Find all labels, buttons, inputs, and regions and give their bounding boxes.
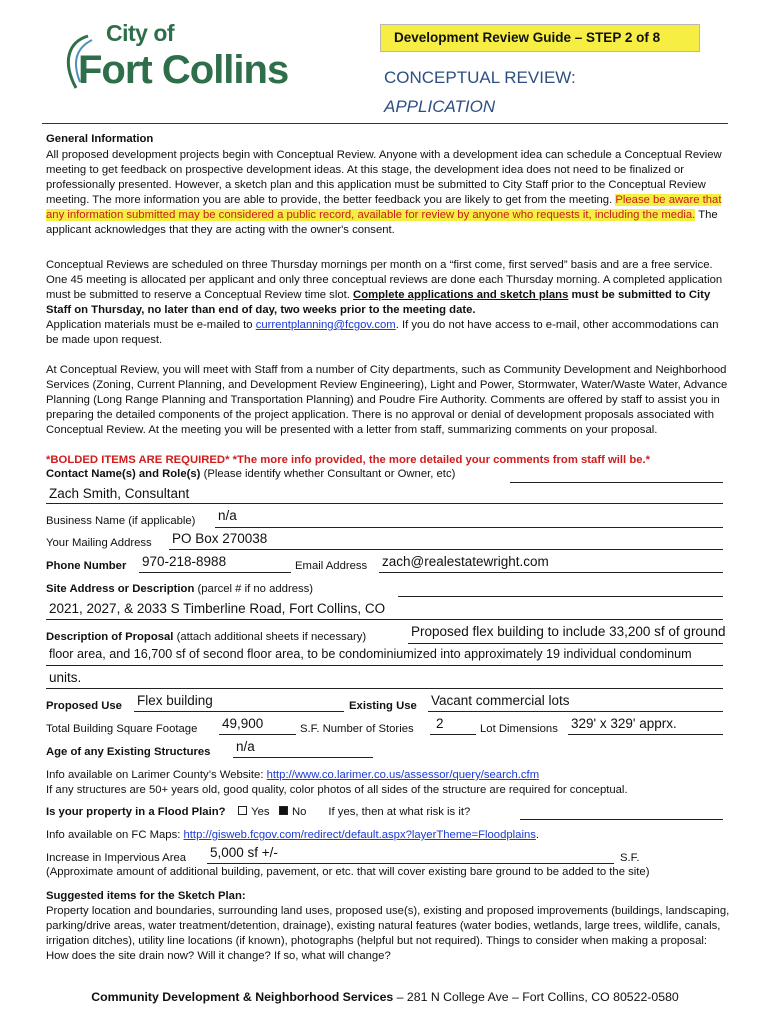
- stories-field[interactable]: 2: [436, 716, 444, 731]
- page-footer: [0, 990, 770, 1004]
- existing-use-field[interactable]: Vacant commercial lots: [431, 693, 570, 708]
- footer-address: – 281 N College Ave – Fort Collins, CO 80522-0580: [393, 990, 679, 1004]
- contact-line-1[interactable]: [510, 482, 723, 483]
- existing-use-label: Existing Use: [349, 700, 417, 712]
- page-title: CONCEPTUAL REVIEW:: [384, 68, 576, 87]
- general-p2-end: . If you do not have access to e-mail, other accommodations can be made upon request.: [46, 319, 719, 346]
- flood-row: [46, 806, 470, 818]
- step-banner: [380, 24, 700, 52]
- general-paragraph-1: [46, 148, 731, 238]
- general-p2-bold: must be submitted to City Staff on Thursday, no later than end of day, two weeks prior to the meeting date.: [46, 289, 711, 316]
- site-label: Site Address or Description: [46, 583, 195, 595]
- lot-field[interactable]: 329' x 329' apprx.: [571, 716, 677, 731]
- impervious-note: (Approximate amount of additional building, pavement, or etc. that will cover existing bare ground to be added to the site): [46, 866, 650, 878]
- larimer-text: Info available on Larimer County’s Website:: [46, 769, 267, 781]
- flood-no-label: No: [291, 806, 307, 818]
- general-p2-bold-underline: Complete applications and sketch plans: [353, 289, 569, 301]
- phone-label: Phone Number: [46, 560, 127, 572]
- email-link[interactable]: currentplanning@fcgov.com: [255, 319, 396, 331]
- age-field[interactable]: n/a: [236, 739, 255, 754]
- proposed-use-field[interactable]: Flex building: [137, 693, 213, 708]
- contact-hint: (Please identify whether Consultant or Owner, etc): [203, 468, 456, 480]
- description-hint: (attach additional sheets if necessary): [176, 631, 367, 643]
- impervious-label: Increase in Impervious Area: [46, 852, 187, 864]
- general-p1-text: All proposed development projects begin with Conceptual Review. Anyone with a development idea can schedule a Conceptual Review meeting to get feedback on prospective development ideas. At this stage, the development idea does not need to be finalized or professionally presented. However, a sketch plan and this application must be submitted to City Staff prior to the Conceptual Review meeting. The more information you are able to provide, the better feedback you are likely to get from the meeting.: [46, 149, 722, 206]
- description-line-2: [46, 665, 723, 666]
- impervious-line: [207, 863, 614, 864]
- flood-yes-label: Yes: [251, 806, 270, 818]
- fcmaps-text: Info available on FC Maps:: [46, 829, 184, 841]
- mailing-label: Your Mailing Address: [46, 537, 152, 549]
- contact-label-row: [46, 468, 455, 480]
- step-label: Development Review Guide – STEP 2 of 8: [394, 30, 661, 45]
- logo-city-of: City of: [106, 20, 175, 46]
- page-subtitle: APPLICATION: [384, 97, 496, 116]
- business-line: [215, 527, 723, 528]
- general-p2-email-text: Application materials must be e-mailed to: [46, 319, 256, 331]
- site-label-row: [46, 583, 313, 595]
- description-field-line-1[interactable]: Proposed flex building to include 33,200 sf of ground: [411, 624, 726, 639]
- impervious-unit: S.F.: [620, 852, 640, 864]
- contact-label: Contact Name(s) and Role(s): [46, 468, 201, 480]
- fcmaps-row: Info available on FC Maps: http://gisweb.fcgov.com/redirect/default.aspx?layerTheme=Floodplains.: [46, 829, 540, 841]
- contact-field[interactable]: Zach Smith, Consultant: [49, 486, 190, 501]
- proposed-use-label: Proposed Use: [46, 700, 122, 712]
- site-line-1[interactable]: [398, 596, 723, 597]
- general-p1-consent: The applicant acknowledges that they are acting with the owner's consent.: [46, 209, 718, 236]
- contact-line-2: [46, 503, 723, 504]
- mailing-field[interactable]: PO Box 270038: [172, 531, 268, 546]
- email-line: [379, 572, 723, 573]
- email-label: Email Address: [295, 560, 368, 572]
- site-line-2: [46, 619, 723, 620]
- email-field[interactable]: zach@realestatewright.com: [382, 554, 549, 569]
- description-field-line-3[interactable]: units.: [49, 670, 82, 685]
- sqft-label: Total Building Square Footage: [46, 723, 198, 735]
- age-line: [233, 757, 373, 758]
- existing-use-line: [428, 711, 723, 712]
- stories-label: S.F. Number of Stories: [300, 723, 414, 735]
- sketch-body: Property location and boundaries, surrounding land uses, proposed use(s), existing and proposed improvements (buildings, landscaping, parking/drive areas, water treatment/detention, drainage), existing natural features (water bodies, wetlands, large trees, wildlife, canals, irrigation ditches), utility line locations (if known), photographs (helpful but not required). Things to consider when making a proposal: How does the site drain now? Will it change? If so, what will change?: [46, 905, 730, 962]
- city-logo: [78, 22, 308, 102]
- footer-org: Community Development & Neighborhood Services: [91, 990, 394, 1004]
- required-notice: *BOLDED ITEMS ARE REQUIRED* *The more info provided, the more detailed your comments from staff will be.*: [46, 454, 651, 466]
- description-label-row: [46, 631, 366, 643]
- larimer-row: [46, 769, 539, 781]
- age-label: Age of any Existing Structures: [46, 746, 211, 758]
- general-p2-text: Conceptual Reviews are scheduled on three Thursday mornings per month on a “first come, first served” basis and are a free service. One 45 meeting is allocated per applicant and only three conceptual reviews are done each Thursday morning. A completed application must be submitted to reserve a Conceptual Review time slot.: [46, 259, 723, 301]
- site-hint: (parcel # if no address): [197, 583, 314, 595]
- phone-field[interactable]: 970-218-8988: [142, 554, 227, 569]
- business-field[interactable]: n/a: [218, 508, 237, 523]
- flood-yes-checkbox[interactable]: [238, 806, 247, 815]
- public-record-notice: Please be aware that any information submitted may be considered a public record, available for review by anyone who requests it, including the media.: [46, 194, 722, 221]
- logo-fort-collins: Fort Collins: [78, 48, 289, 92]
- flood-no-checkbox[interactable]: [279, 806, 288, 815]
- sqft-line: [219, 734, 296, 735]
- impervious-field[interactable]: 5,000 sf +/-: [210, 845, 278, 860]
- general-heading: General Information: [46, 133, 154, 145]
- mailing-line: [169, 549, 723, 550]
- header-divider: [42, 123, 728, 124]
- lot-label: Lot Dimensions: [480, 723, 558, 735]
- stories-line: [430, 734, 476, 735]
- phone-line: [139, 572, 291, 573]
- proposed-use-line: [134, 711, 344, 712]
- flood-label: Is your property in a Flood Plain?: [46, 806, 226, 818]
- flood-risk-label: If yes, then at what risk is it?: [328, 806, 471, 818]
- sketch-heading: Suggested items for the Sketch Plan:: [46, 890, 246, 902]
- description-label: Description of Proposal: [46, 631, 174, 643]
- description-line-1: [408, 643, 723, 644]
- description-field-line-2[interactable]: floor area, and 16,700 sf of second floor area, to be condominiumized into approximately 19 individual condominum: [49, 647, 692, 661]
- general-paragraph-3: At Conceptual Review, you will meet with Staff from a number of City departments, such as Community Development and Neighborhood Services (Zoning, Current Planning, and Development Review Engineering), Light and Power, Stormwater, Water/Waste Water, Advance Planning (Long Range Planning and Transportation Planning) and Poudre Fire Authority. Comments are offered by staff to assist you in preparing the detailed components of the project application. There is no approval or denial of development proposals associated with Conceptual Review. At the meeting you will be presented with a letter from staff, summarizing comments on your proposal.: [46, 364, 728, 436]
- larimer-link[interactable]: http://www.co.larimer.co.us/assessor/query/search.cfm: [266, 769, 540, 781]
- fcmaps-link[interactable]: http://gisweb.fcgov.com/redirect/default.aspx?layerTheme=Floodplains: [183, 829, 536, 841]
- description-line-3: [46, 688, 723, 689]
- lot-line: [568, 734, 723, 735]
- sqft-field[interactable]: 49,900: [222, 716, 264, 731]
- photos-note: If any structures are 50+ years old, good quality, color photos of all sides of the structure are required for conceptual.: [46, 784, 628, 796]
- site-field[interactable]: 2021, 2027, & 2033 S Timberline Road, Fort Collins, CO: [49, 601, 386, 616]
- business-label: Business Name (if applicable): [46, 515, 196, 527]
- general-paragraph-2: [46, 258, 731, 348]
- flood-risk-line[interactable]: [520, 819, 723, 820]
